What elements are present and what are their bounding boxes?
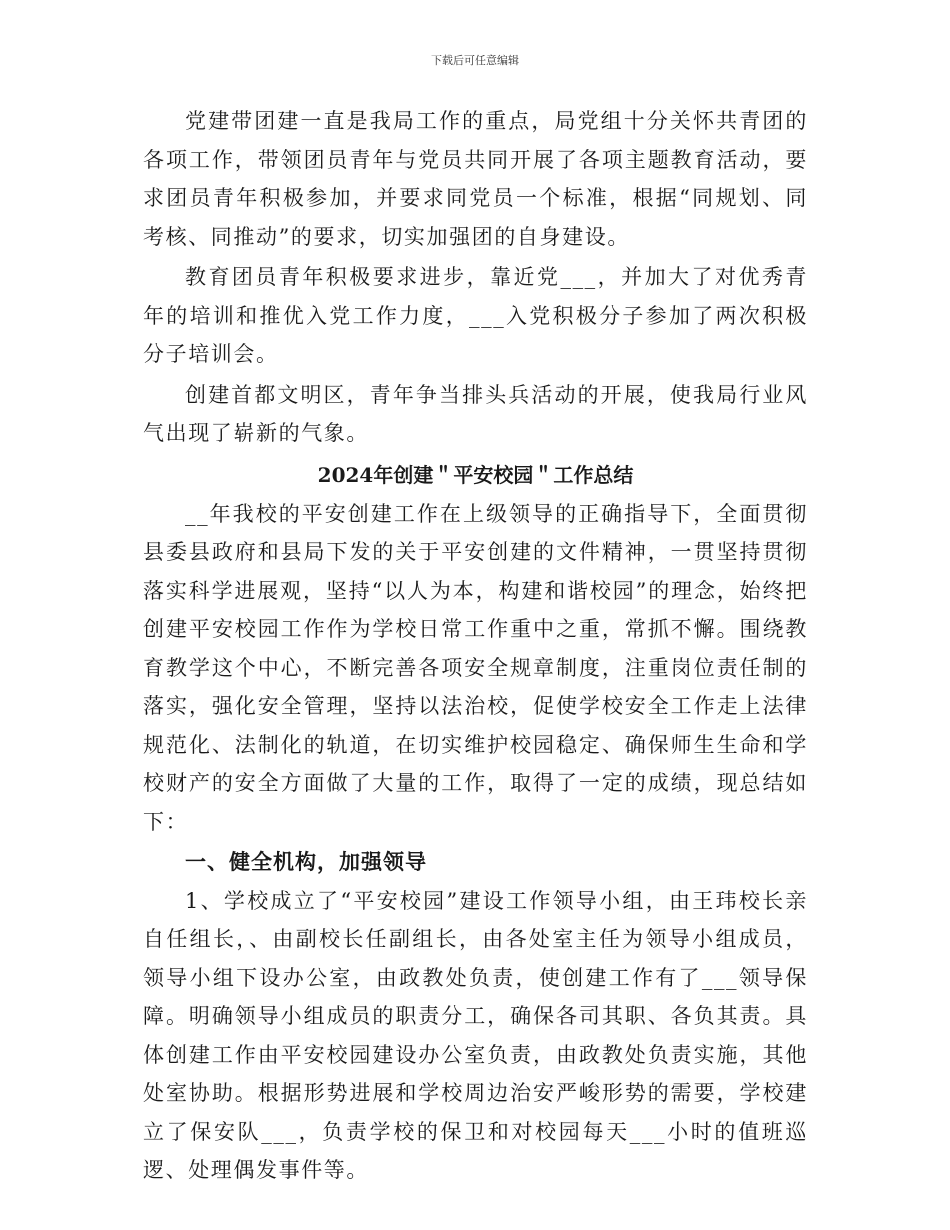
page-header-note: 下载后可任意编辑: [431, 54, 519, 67]
section-heading-organization: 一、健全机构，加强领导: [185, 849, 427, 874]
document-title: 2024年创建＂平安校园＂工作总结: [317, 462, 634, 487]
paragraph-party-building: 党建带团建一直是我局工作的重点，局党组十分关怀共青团的各项工作，带领团员青年与党员共同开展了各项主题教育活动，要求团员青年积极参加，并要求同党员一个标准，根据“同规划、同考核、同推动”的要求，切实加强团的自身建设。: [143, 109, 808, 249]
paragraph-leadership-group: 1、学校成立了“平安校园”建设工作领导小组，由王玮校长亲自任组长，、由副校长任副组长，由各处室主任为领导小组成员，领导小组下设办公室，由政教处负责，使创建工作有了___领导保障。明确领导小组成员的职责分工，确保各司其职、各负其责。具体创建工作由平安校园建设办公室负责，由政教处负责实施，其他处室协助。根据形势进展和学校周边治安严峻形势的需要，学校建立了保安队___，负责学校的保卫和对校园每天___小时的值班巡逻、处理偶发事件等。: [143, 888, 808, 1182]
document-body: [143, 102, 808, 1192]
paragraph-civilized-district: 创建首都文明区，青年争当排头兵活动的开展，使我局行业风气出现了崭新的气象。: [143, 382, 808, 445]
paragraph-summary-intro: __年我校的平安创建工作在上级领导的正确指导下，全面贯彻县委县政府和县局下发的关于平安创建的文件精神，一贯坚持贯彻落实科学进展观，坚持“以人为本，构建和谐校园”的理念，始终把创建平安校园工作作为学校日常工作重中之重，常抓不懈。围绕教育教学这个中心，不断完善各项安全规章制度，注重岗位责任制的落实，强化安全管理，坚持以法治校，促使学校安全工作走上法律规范化、法制化的轨道，在切实维护校园稳定、确保师生生命和学校财产的安全方面做了大量的工作，取得了一定的成绩，现总结如下：: [143, 501, 808, 834]
paragraph-youth-education: 教育团员青年积极要求进步，靠近党___，并加大了对优秀青年的培训和推优入党工作力度，___入党积极分子参加了两次积极分子培训会。: [143, 265, 808, 366]
